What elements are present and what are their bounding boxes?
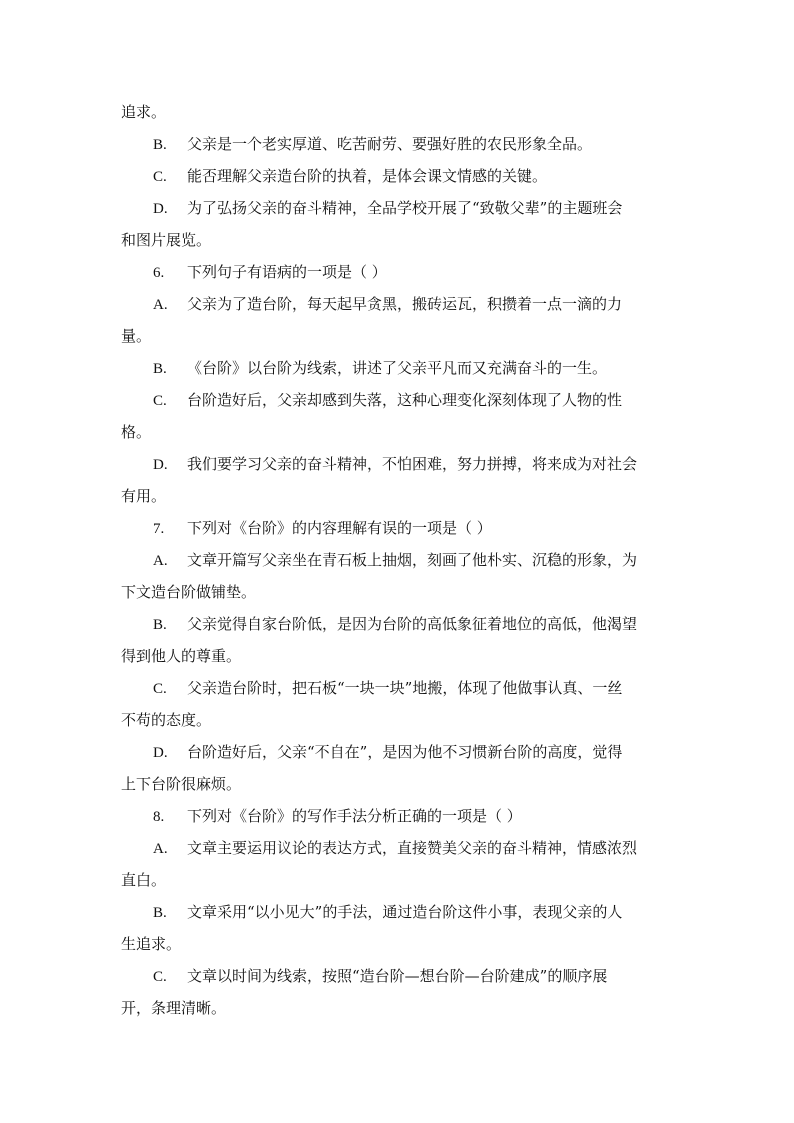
option-label: A. [153, 841, 168, 857]
option-line [121, 384, 673, 416]
question-number: 8. [153, 809, 165, 825]
option-line [121, 352, 673, 384]
line-text: 和图片展览。 [121, 231, 212, 249]
option-label: B. [153, 137, 167, 153]
option-text: 文章以时间为线索，按照“造台阶—想台阶—台阶建成”的顺序展 [187, 967, 608, 985]
option-label: A. [153, 297, 168, 313]
line-text: 开，条理清晰。 [121, 999, 227, 1017]
option-line [121, 608, 673, 640]
option-line [121, 288, 673, 320]
question-stem [121, 256, 673, 288]
option-line [121, 192, 673, 224]
option-text: 台阶造好后，父亲却感到失落，这种心理变化深刻体现了人物的性 [187, 391, 623, 409]
line-text: 得到他人的尊重。 [121, 647, 242, 665]
option-text: 父亲是一个老实厚道、吃苦耐劳、要强好胜的农民形象全品。 [187, 135, 593, 153]
option-line [121, 896, 673, 928]
text-line [121, 768, 673, 800]
question-text: 下列对《台阶》的写作手法分析正确的一项是（ ） [187, 807, 522, 825]
question-text-body [121, 96, 673, 1024]
option-label: D. [153, 201, 168, 217]
option-label: A. [153, 553, 168, 569]
option-text: 父亲造台阶时，把石板“一块一块”地搬，体现了他做事认真、一丝 [187, 679, 623, 697]
option-text: 为了弘扬父亲的奋斗精神，全品学校开展了“致敬父辈”的主题班会 [187, 199, 623, 217]
option-line [121, 832, 673, 864]
line-text: 上下台阶很麻烦。 [121, 775, 242, 793]
option-label: B. [153, 617, 167, 633]
text-line [121, 96, 673, 128]
question-text: 下列句子有语病的一项是（ ） [187, 263, 387, 281]
text-line [121, 480, 673, 512]
line-text: 格。 [121, 423, 152, 441]
text-line [121, 416, 673, 448]
option-label: D. [153, 745, 168, 761]
question-text: 下列对《台阶》的内容理解有误的一项是（ ） [187, 519, 492, 537]
text-line [121, 992, 673, 1024]
line-text: 生追求。 [121, 935, 182, 953]
question-stem [121, 512, 673, 544]
option-text: 父亲觉得自家台阶低，是因为台阶的高低象征着地位的高低，他渴望 [187, 615, 638, 633]
option-line [121, 960, 673, 992]
text-line [121, 864, 673, 896]
option-text: 能否理解父亲造台阶的执着，是体会课文情感的关键。 [187, 167, 548, 185]
option-text: 文章开篇写父亲坐在青石板上抽烟，刻画了他朴实、沉稳的形象，为 [187, 551, 638, 569]
option-line [121, 448, 673, 480]
option-line [121, 544, 673, 576]
line-text: 有用。 [121, 487, 167, 505]
option-label: B. [153, 905, 167, 921]
option-label: C. [153, 169, 167, 185]
text-line [121, 576, 673, 608]
option-text: 文章主要运用议论的表达方式，直接赞美父亲的奋斗精神，情感浓烈 [187, 839, 638, 857]
line-text: 量。 [121, 327, 152, 345]
option-label: B. [153, 361, 167, 377]
question-number: 6. [153, 265, 165, 281]
option-text: 我们要学习父亲的奋斗精神，不怕困难，努力拼搏，将来成为对社会 [187, 455, 638, 473]
option-text: 《台阶》以台阶为线索，讲述了父亲平凡而又充满奋斗的一生。 [187, 359, 608, 377]
text-line [121, 320, 673, 352]
line-text: 不苟的态度。 [121, 711, 212, 729]
option-line [121, 128, 673, 160]
option-line [121, 672, 673, 704]
option-label: D. [153, 457, 168, 473]
option-label: C. [153, 681, 167, 697]
option-text: 父亲为了造台阶，每天起早贪黑，搬砖运瓦，积攒着一点一滴的力 [187, 295, 623, 313]
line-text: 下文造台阶做铺垫。 [121, 583, 257, 601]
text-line [121, 640, 673, 672]
question-stem [121, 800, 673, 832]
question-number: 7. [153, 521, 165, 537]
option-text: 文章采用“以小见大”的手法，通过造台阶这件小事，表现父亲的人 [187, 903, 623, 921]
option-line [121, 736, 673, 768]
text-line [121, 224, 673, 256]
option-line [121, 160, 673, 192]
line-text: 追求。 [121, 103, 167, 121]
option-text: 台阶造好后，父亲“不自在”，是因为他不习惯新台阶的高度，觉得 [187, 743, 623, 761]
line-text: 直白。 [121, 871, 167, 889]
text-line [121, 928, 673, 960]
text-line [121, 704, 673, 736]
option-label: C. [153, 393, 167, 409]
option-label: C. [153, 969, 167, 985]
